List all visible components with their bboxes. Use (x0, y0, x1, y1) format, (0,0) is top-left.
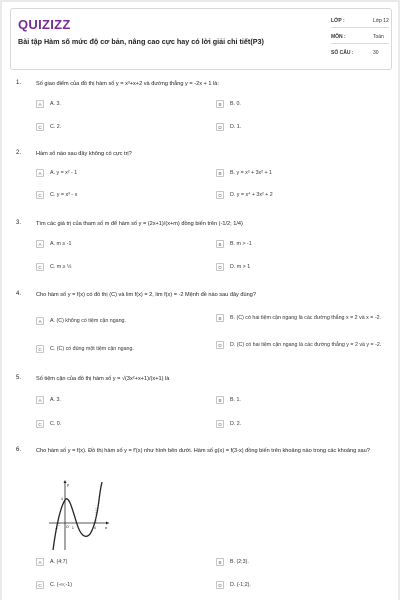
option-text: B. 0. (230, 101, 241, 107)
option-letter-box: A (36, 317, 44, 325)
option-text: C. m ≥ ½ (50, 264, 72, 270)
quizizz-logo: QUIZIZZ (18, 17, 71, 32)
option-text: A. y = x² - 1 (50, 170, 78, 176)
option-text: D. 2. (230, 421, 242, 427)
option-letter-box: B (216, 240, 224, 248)
option-text: D. (-1;2). (230, 582, 251, 588)
option-letter-box: B (216, 100, 224, 108)
option-letter-box: D (216, 341, 224, 349)
option-letter-box: A (36, 396, 44, 404)
option-letter-box: C (36, 420, 44, 428)
option-text: B. m > -1 (230, 241, 252, 247)
meta-grade-value: Lớp 12 (373, 18, 389, 24)
option-text: A. (4;7) (50, 559, 68, 565)
option-letter-box: A (36, 558, 44, 566)
option-letter-box: C (36, 345, 44, 353)
x-axis-label: x (105, 525, 107, 530)
option-letter-box: B (216, 558, 224, 566)
tick-label: -1 (55, 526, 58, 530)
worksheet-page (2, 2, 398, 600)
meta-subject-value: Toán (373, 34, 384, 40)
option-text: B. y = x³ + 3x² + 1 (230, 170, 272, 176)
tick-label: 4 (94, 526, 96, 530)
question-number: 5. (16, 375, 22, 381)
y-axis-label: y (67, 482, 69, 487)
question-text: Hàm số nào sau đây không có cực trị? (36, 151, 132, 157)
option-letter-box: C (36, 581, 44, 589)
question-text: Số giao điểm của đồ thị hàm số y = x³+x+2 và đường thẳng y = -2x + 1 là: (36, 81, 219, 87)
question-text: Cho hàm số y = f(x). Đồ thị hàm số y = f'(x) như hình bên dưới. Hàm số g(x) = f(3-x) đồng biến trên khoảng nào trong các khoảng sau? (36, 448, 370, 454)
question-number: 3. (16, 220, 22, 226)
question-text: Tìm các giá trị của tham số m để hàm số y = (2x+1)/(x+m) đồng biến trên (-1/2; 1/4) (36, 221, 243, 227)
option-text: A. 3. (50, 101, 61, 107)
option-text: C. (C) có đúng một tiệm cận ngang. (50, 346, 134, 352)
option-letter-box: A (36, 100, 44, 108)
option-letter-box: A (36, 169, 44, 177)
option-text: A. (C) không có tiệm cận ngang. (50, 318, 126, 324)
question-number: 4. (16, 291, 22, 297)
worksheet-header (10, 8, 392, 70)
option-letter-box: C (36, 123, 44, 131)
option-text: C. 2. (50, 124, 62, 130)
worksheet-title: Bài tập Hàm số mức độ cơ bản, nâng cao cực hay có lời giải chi tiết(P3) (18, 37, 264, 46)
option-text: D. m > 1 (230, 264, 251, 270)
origin-label: O (66, 525, 69, 529)
meta-grade-label: LỚP : (331, 18, 345, 24)
meta-count-label: SỐ CÂU : (331, 50, 354, 56)
option-letter-box: B (216, 396, 224, 404)
option-text: A. m ≥ -1 (50, 241, 72, 247)
option-letter-box: D (216, 123, 224, 131)
option-letter-box: C (36, 191, 44, 199)
option-letter-box: D (216, 581, 224, 589)
option-text: A. 3. (50, 397, 61, 403)
option-letter-box: A (36, 240, 44, 248)
option-text: C. 0. (50, 421, 62, 427)
option-letter-box: D (216, 191, 224, 199)
option-letter-box: D (216, 420, 224, 428)
meta-subject-label: MÔN : (331, 34, 346, 40)
option-letter-box: D (216, 263, 224, 271)
question-text: Cho hàm số y = f(x) có đồ thị (C) và lim f(x) = 2, lim f(x) = -2 Mệnh đề nào sau đây đúng? (36, 292, 256, 298)
meta-divider (331, 43, 389, 44)
option-text: C. (-∞;-1) (50, 582, 73, 588)
question-number: 1. (16, 80, 22, 86)
option-letter-box: B (216, 314, 224, 322)
meta-count-value: 30 (373, 50, 379, 56)
option-text: B. (C) có hai tiệm cận ngang là các đường thẳng x = 2 và x = -2. (230, 315, 381, 321)
option-letter-box: C (36, 263, 44, 271)
option-text: D. 1. (230, 124, 242, 130)
option-text: C. y = x³ - x (50, 192, 78, 198)
question-text: Số tiệm cận của đồ thị hàm số y = √(3x²+x+1)/(x+1) là (36, 376, 170, 382)
option-letter-box: B (216, 169, 224, 177)
tick-label: 4 (61, 497, 63, 501)
derivative-curve (53, 482, 102, 550)
option-text: B. 1. (230, 397, 241, 403)
tick-label: 1 (72, 526, 74, 530)
question-number: 6. (16, 447, 22, 453)
option-text: D. (C) có hai tiệm cận ngang là các đường thẳng y = 2 và y = -2. (230, 342, 382, 348)
meta-divider (331, 27, 389, 28)
option-text: B. (2;3). (230, 559, 249, 565)
question-number: 2. (16, 150, 22, 156)
derivative-graph (47, 478, 111, 552)
option-text: D. y = x⁴ + 3x² + 2 (230, 192, 273, 198)
